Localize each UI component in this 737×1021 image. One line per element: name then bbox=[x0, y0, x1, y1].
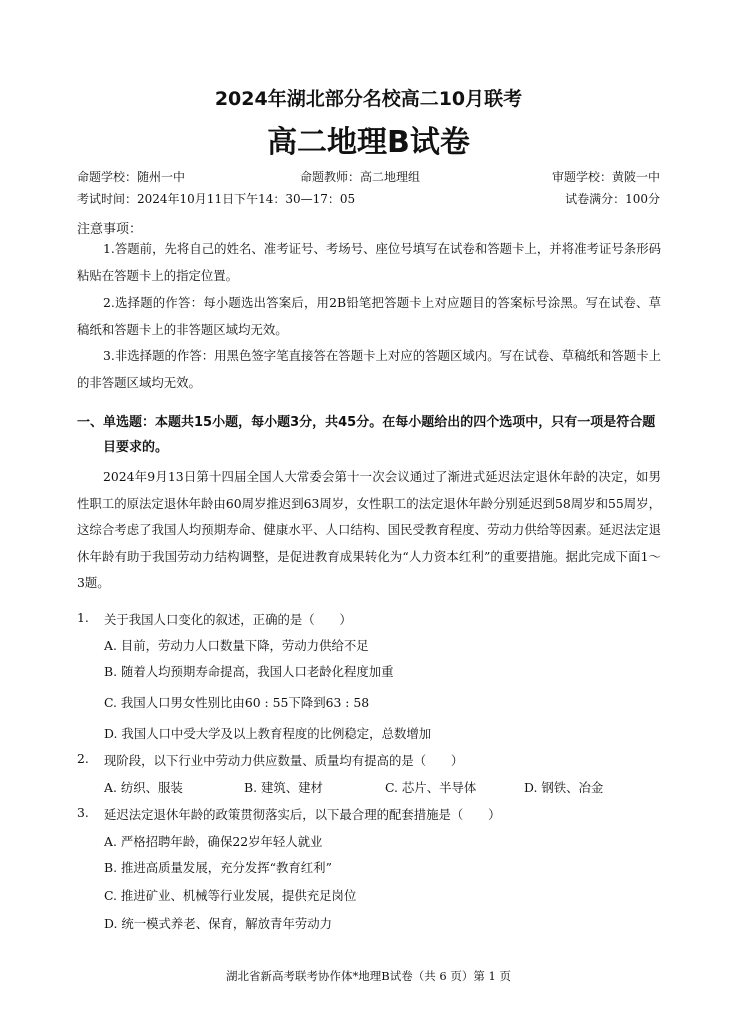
option-d: D. 钢铁、冶金 bbox=[524, 780, 604, 795]
option-a: A. 目前，劳动力人口数量下降，劳动力供给不足 bbox=[104, 638, 369, 653]
notice-item-2: 2.选择题的作答：每小题选出答案后，用2B铅笔把答题卡上对应题目的答案标号涂黑。写在试卷、草稿纸和答题卡上的非答题区域均无效。 bbox=[77, 295, 661, 337]
meta-school: 命题学校：随州一中 bbox=[77, 170, 186, 184]
option-c: C. 我国人口男女性别比由60 : 55下降到63 : 58 bbox=[104, 695, 370, 710]
paper-title: 高二地理B试卷 bbox=[267, 125, 470, 160]
question-number: 2. bbox=[77, 751, 89, 766]
notice-heading: 注意事项： bbox=[77, 222, 143, 237]
material-paragraph: 2024年9月13日第十四届全国人大常委会第十一次会议通过了渐进式延迟法定退休年龄的决定，如男性职工的原法定退休年龄由60周岁推迟到63周岁，女性职工的法定退休年龄分别延迟到58周岁和55周岁，这综合考虑了我国人均预期寿命、健康水平、人口结构、国民受教育程度、劳动力供给等因素。延迟法定退休年龄有助于我国劳动力结构调整，是促进教育成果转化为“人力资本红利”的重要措施。据此完成下面1～3题。 bbox=[77, 469, 661, 590]
option-b: B. 建筑、建材 bbox=[244, 780, 323, 795]
option-a: A. 纺织、服装 bbox=[104, 780, 183, 795]
option-b: B. 推进高质量发展，充分发挥“教育红利” bbox=[104, 860, 332, 875]
question-number: 1. bbox=[77, 610, 89, 625]
exam-title: 2024年湖北部分名校高二10月联考 bbox=[214, 88, 523, 110]
meta-reviewer: 审题学校：黄陂一中 bbox=[551, 170, 660, 184]
question-stem: 关于我国人口变化的叙述，正确的是（ ） bbox=[104, 612, 352, 627]
question-number: 3. bbox=[77, 805, 89, 820]
option-c: C. 芯片、半导体 bbox=[385, 780, 477, 795]
meta-teacher: 命题教师：高二地理组 bbox=[300, 170, 421, 184]
page-footer: 湖北省新高考联考协作体*地理B试卷（共 6 页）第 1 页 bbox=[226, 969, 511, 983]
option-d: D. 我国人口中受大学及以上教育程度的比例稳定，总数增加 bbox=[104, 726, 432, 741]
notice-item-1: 1.答题前，先将自己的姓名、准考证号、考场号、座位号填写在试卷和答题卡上，并将准考证号条形码粘贴在答题卡上的指定位置。 bbox=[77, 241, 661, 283]
meta-time: 考试时间：2024年10月11日下午14：30—17：05 bbox=[77, 192, 356, 206]
option-a: A. 严格招聘年龄，确保22岁年轻人就业 bbox=[104, 834, 323, 849]
option-d: D. 统一模式养老、保育，解放青年劳动力 bbox=[104, 916, 333, 931]
option-c: C. 推进矿业、机械等行业发展，提供充足岗位 bbox=[104, 888, 357, 903]
question-stem: 延迟法定退休年龄的政策贯彻落实后，以下最合理的配套措施是（ ） bbox=[104, 807, 501, 822]
notice-item-3: 3.非选择题的作答：用黑色签字笔直接答在答题卡上对应的答题区域内。写在试卷、草稿纸和答题卡上的非答题区域均无效。 bbox=[77, 348, 661, 390]
question-stem: 现阶段，以下行业中劳动力供应数量、质量均有提高的是（ ） bbox=[104, 753, 464, 768]
meta-score: 试卷满分：100分 bbox=[565, 192, 660, 206]
option-b: B. 随着人均预期寿命提高，我国人口老龄化程度加重 bbox=[104, 664, 394, 679]
section-heading: 一、单选题：本题共15小题，每小题3分，共45分。在每小题给出的四个选项中，只有一项是符合题目要求的。 bbox=[77, 415, 656, 455]
